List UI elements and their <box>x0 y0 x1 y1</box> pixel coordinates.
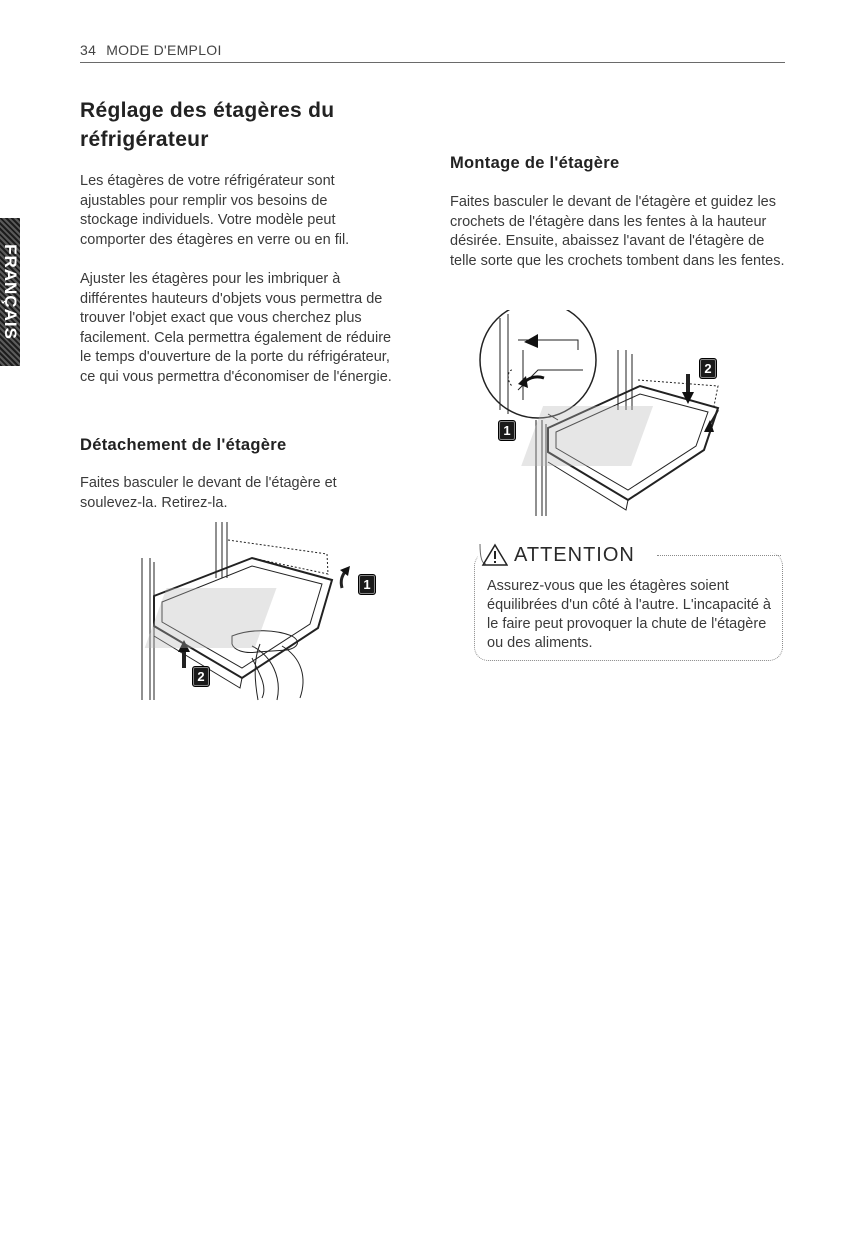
language-tab-label: FRANÇAIS <box>1 244 20 340</box>
shelf-removal-drawing <box>132 518 394 704</box>
detachment-text: Faites basculer le devant de l'étagère et soulevez-la. Retirez-la. <box>80 475 337 511</box>
intro-paragraph-2: Ajuster les étagères pour les imbriquer à différentes hauteurs d'objets vous permettra de trouver l'objet exact que vous cherchez plus facilement. Cela permettra également de réduire le temps d'ouverture de la porte du réfrigérateur, ce qui vous permettra d'économiser de l'énergie. <box>80 271 392 385</box>
attention-rule <box>657 555 781 556</box>
attention-text: Assurez-vous que les étagères soient équilibrées d'un côté à l'autre. L'incapacité à le faire peut provoquer la chute de l'étagère ou des aliments. <box>487 578 771 651</box>
mounting-heading: Montage de l'étagère <box>450 154 620 172</box>
step-badge-2: 2 <box>699 358 717 379</box>
page-number: 34 <box>80 42 97 58</box>
step-badge-2: 2 <box>192 666 210 687</box>
shelf-removal-illustration <box>132 518 394 704</box>
page-header <box>80 42 785 63</box>
detachment-heading: Détachement de l'étagère <box>80 436 287 454</box>
section-title: MODE D'EMPLOI <box>106 42 222 58</box>
mounting-text: Faites basculer le devant de l'étagère et guidez les crochets de l'étagère dans les fentes à la hauteur désirée. Ensuite, abaissez l'avant de l'étagère de telle sorte que les crochets tombent dans les fentes. <box>450 194 785 269</box>
warning-triangle-icon <box>478 542 508 568</box>
step-badge-1: 1 <box>498 420 516 441</box>
page-title: Réglage des étagères du réfrigérateur <box>80 99 335 151</box>
shelf-mounting-illustration <box>478 310 740 520</box>
language-tab <box>0 218 20 366</box>
intro-paragraph-1: Les étagères de votre réfrigérateur sont ajustables pour remplir vos besoins de stockage individuels. Votre modèle peut comporter des étagères en verre ou en fil. <box>80 173 350 248</box>
attention-header <box>478 541 641 569</box>
attention-label: ATTENTION <box>514 543 635 566</box>
step-badge-1: 1 <box>358 574 376 595</box>
shelf-mounting-drawing <box>478 310 740 520</box>
